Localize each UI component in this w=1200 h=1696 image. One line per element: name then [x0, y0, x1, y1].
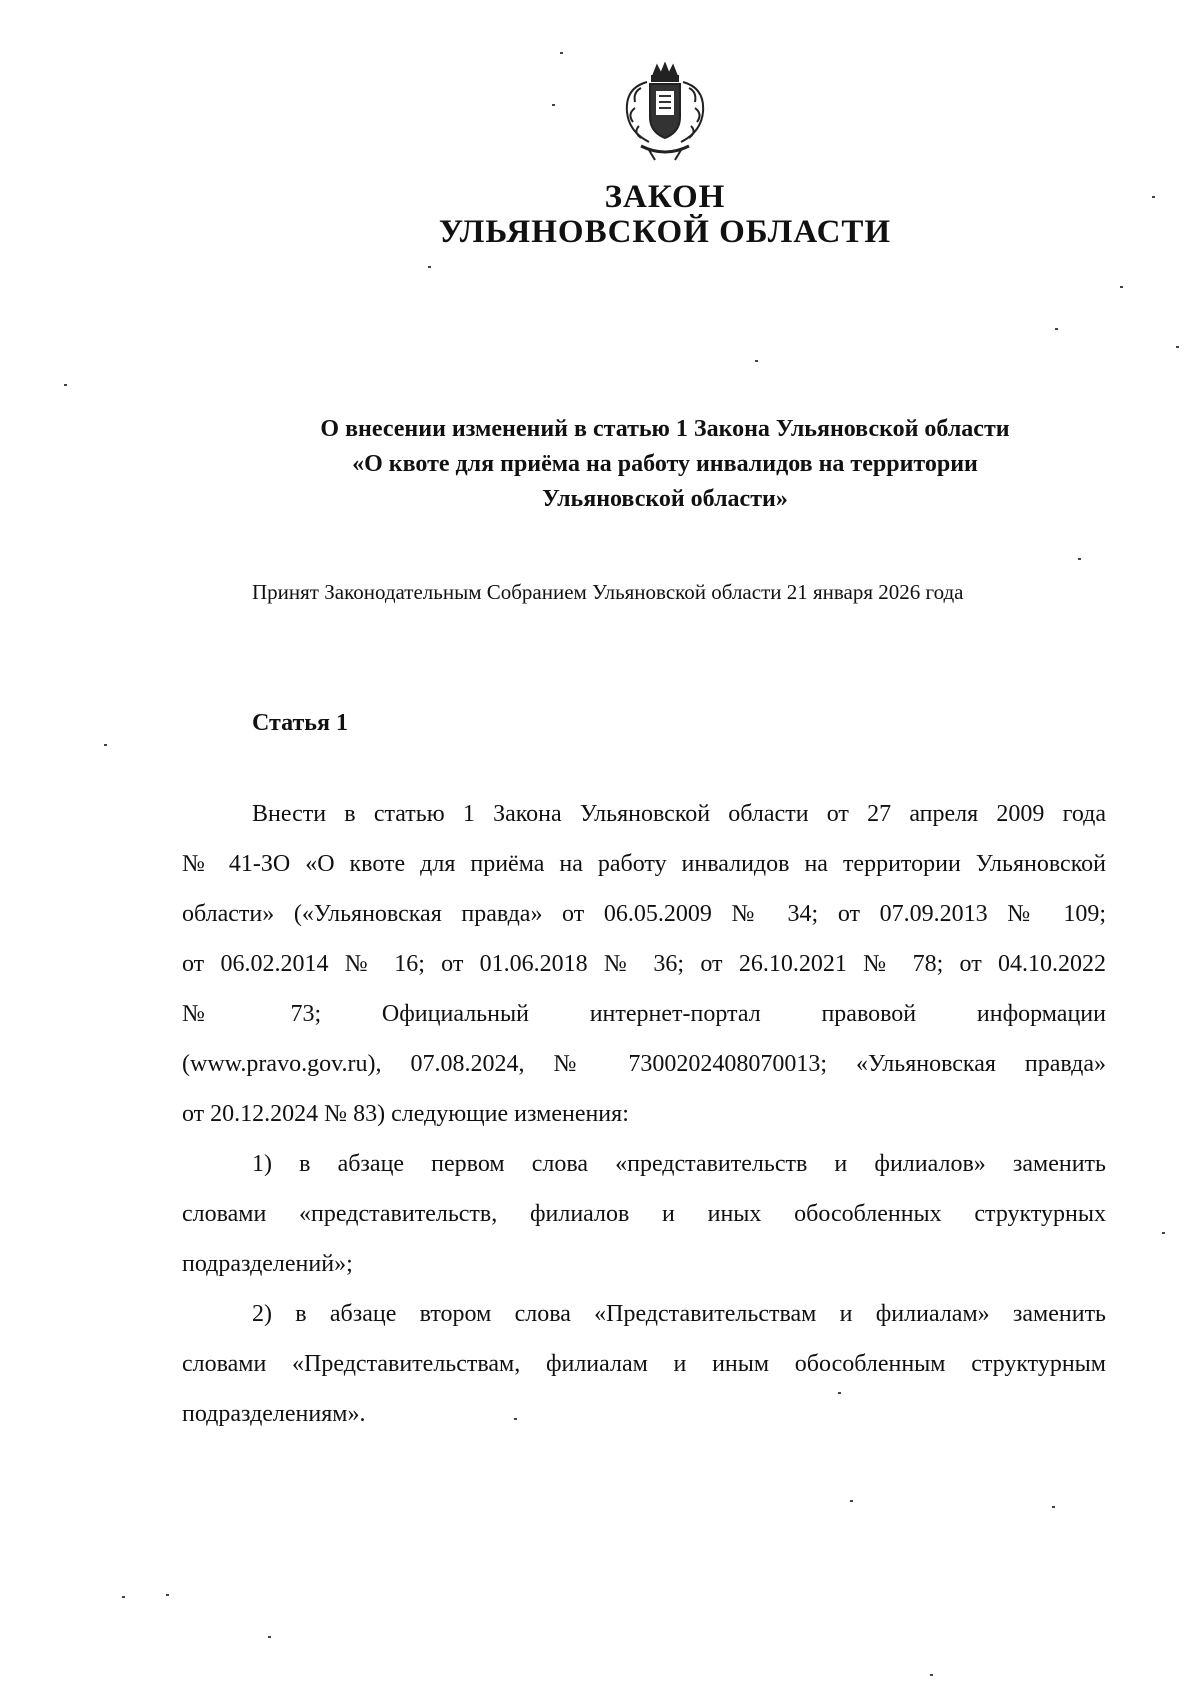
list-item-line: словами «представительств, филиалов и иных обособленных структурных: [182, 1201, 1106, 1227]
scan-speck: [1120, 286, 1123, 288]
paragraph-line: № 73; Официальный интернет-портал правовой информации: [182, 1001, 1106, 1027]
scan-speck: [166, 1594, 169, 1596]
scan-speck: [850, 1500, 853, 1502]
paragraph-line: № 41-ЗО «О квоте для приёма на работу инвалидов на территории Ульяновской: [182, 851, 1106, 877]
list-item-line: подразделениям».: [182, 1401, 366, 1427]
scan-speck: [1055, 328, 1058, 330]
list-item-line: 2) в абзаце втором слова «Представительствам и филиалам» заменить: [252, 1301, 1106, 1327]
scan-speck: [560, 52, 563, 54]
scan-speck: [755, 360, 758, 362]
law-title: ЗАКОН: [604, 179, 726, 215]
scan-speck: [64, 384, 67, 386]
law-subject: [230, 412, 1100, 517]
paragraph-line: области» («Ульяновская правда» от 06.05.2009 № 34; от 07.09.2013 № 109;: [182, 901, 1106, 927]
list-item-line: 1) в абзаце первом слова «представительств и филиалов» заменить: [252, 1151, 1106, 1177]
paragraph-line: (www.pravo.gov.ru), 07.08.2024, № 7300202408070013; «Ульяновская правда»: [182, 1051, 1106, 1077]
scan-speck: [1052, 1506, 1055, 1508]
scan-speck: [514, 1418, 517, 1420]
region-title: УЛЬЯНОВСКОЙ ОБЛАСТИ: [438, 214, 892, 250]
scan-speck: [930, 1674, 933, 1676]
list-item-line: словами «Представительствам, филиалам и иным обособленным структурным: [182, 1351, 1106, 1377]
paragraph-line: Внести в статью 1 Закона Ульяновской области от 27 апреля 2009 года: [252, 801, 1106, 827]
scan-speck: [428, 266, 431, 268]
scan-speck: [1152, 196, 1155, 198]
subject-line: Ульяновской области»: [542, 486, 788, 512]
scan-speck: [1162, 1232, 1165, 1234]
scan-speck: [1078, 558, 1081, 560]
article-heading: Статья 1: [252, 710, 348, 736]
scan-speck: [552, 104, 555, 106]
subject-line: «О квоте для приёма на работу инвалидов на территории: [352, 451, 978, 477]
scan-speck: [104, 744, 107, 746]
scan-speck: [1176, 346, 1179, 348]
paragraph-line: от 06.02.2014 № 16; от 01.06.2018 № 36; от 26.10.2021 № 78; от 04.10.2022: [182, 951, 1106, 977]
article-body: [182, 797, 1106, 1447]
coat-of-arms-icon: [605, 62, 725, 162]
list-item-line: подразделений»;: [182, 1251, 353, 1277]
subject-line: О внесении изменений в статью 1 Закона Ульяновской области: [320, 416, 1010, 442]
scan-speck: [268, 1636, 271, 1638]
adoption-note: Принят Законодательным Собранием Ульяновской области 21 января 2026 года: [252, 580, 964, 604]
scan-speck: [838, 1392, 841, 1394]
paragraph-line: от 20.12.2024 № 83) следующие изменения:: [182, 1101, 629, 1127]
scan-speck: [122, 1596, 125, 1598]
